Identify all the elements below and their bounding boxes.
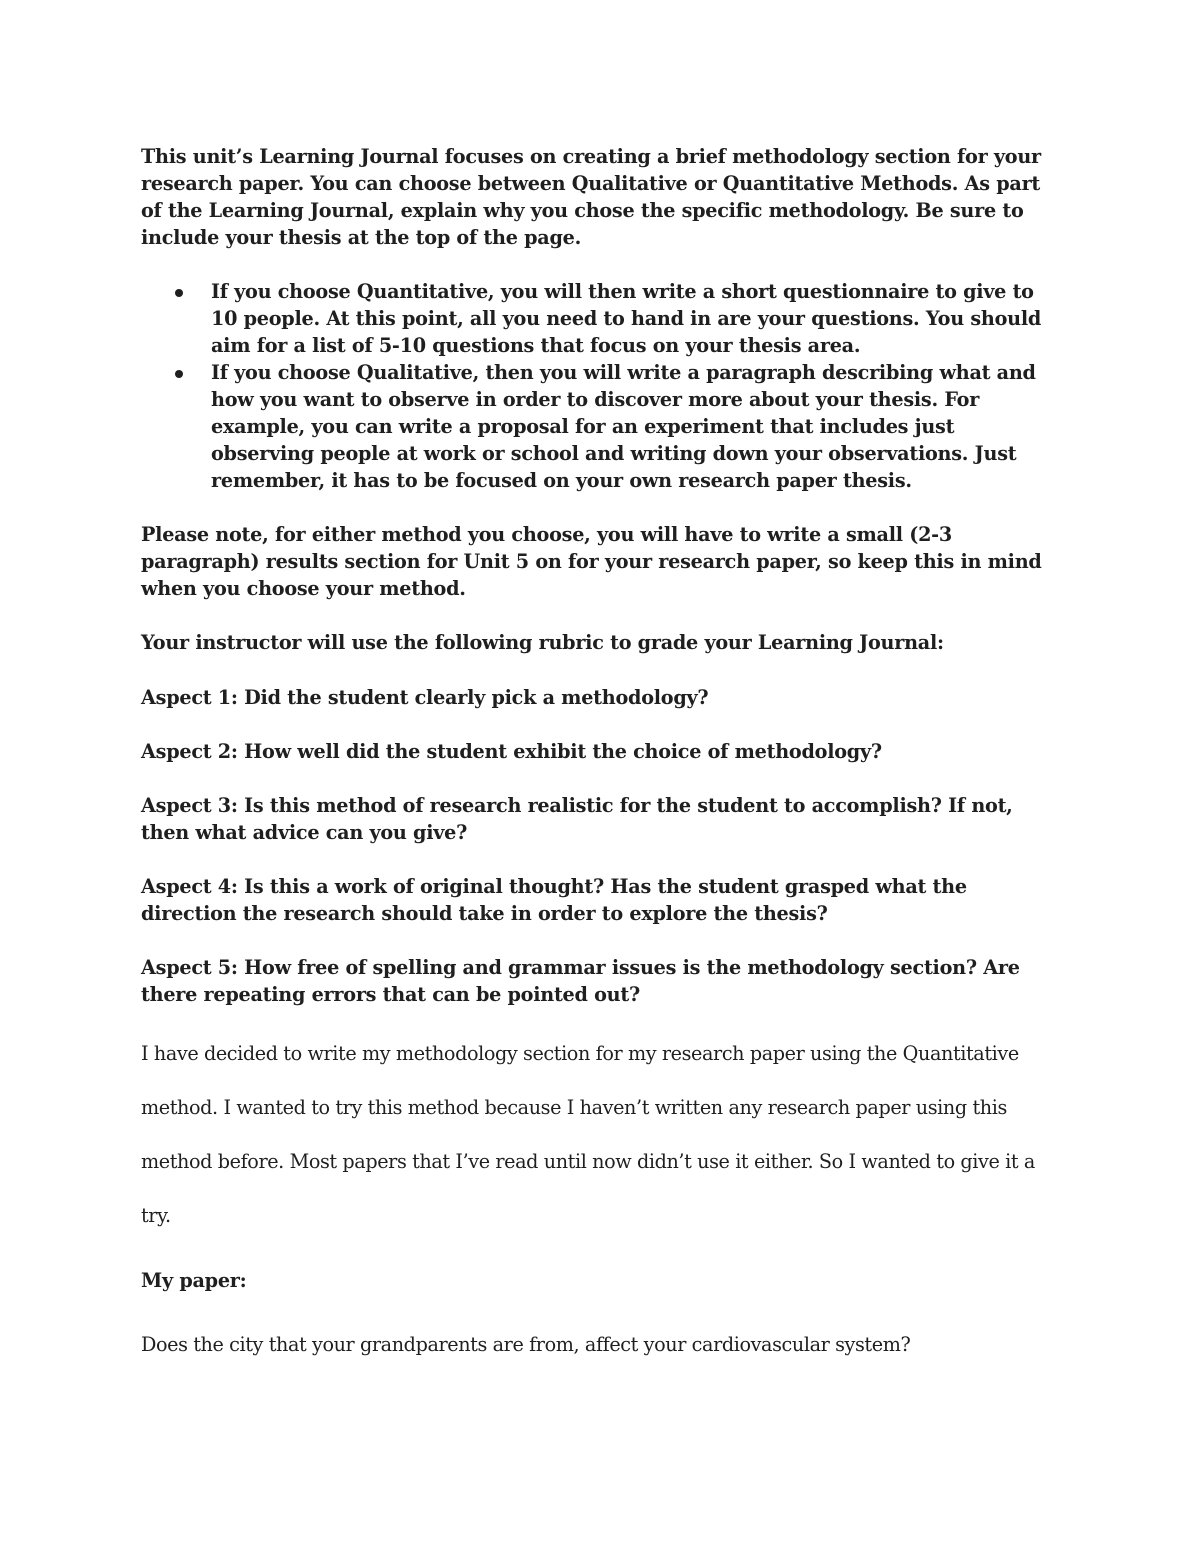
intro-paragraph: This unit’s Learning Journal focuses on creating a brief methodology section for your research paper. You can choose between Qualitative or Quantitative Methods. As part of the Learning Journal, explain why you chose the specific methodology. Be sure to include your thesis at the top of the page. xyxy=(141,145,1041,249)
rubric-aspect-2: Aspect 2: How well did the student exhibit the choice of methodology? xyxy=(141,740,882,763)
rubric-aspect-4: Aspect 4: Is this a work of original thought? Has the student grasped what the direction the research should take in order to explore the thesis? xyxy=(141,875,967,925)
rubric-aspect-3: Aspect 3: Is this method of research realistic for the student to accomplish? If not, then what advice can you give? xyxy=(141,794,1013,844)
list-item-text: If you choose Qualitative, then you will write a paragraph describing what and how you want to observe in order to discover more about your thesis. For example, you can write a proposal for an experiment that includes just observing people at work or school and writing down your observations. Just remember, it has to be focused on your own research paper thesis. xyxy=(211,361,1036,492)
assignment-instructions xyxy=(141,143,1060,1008)
student-answer-paragraph: I have decided to write my methodology section for my research paper using the Quantitative method. I wanted to try this method because I haven’t written any research paper using this method before. Most papers that I’ve read until now didn’t use it either. So I wanted to give it a try. xyxy=(141,1042,1035,1227)
list-item-qualitative xyxy=(211,359,1060,494)
rubric-aspect-5: Aspect 5: How free of spelling and grammar issues is the methodology section? Are there repeating errors that can be pointed out? xyxy=(141,956,1020,1006)
thesis-statement: Does the city that your grandparents are from, affect your cardiovascular system? xyxy=(141,1333,911,1356)
my-paper-label: My paper: xyxy=(141,1269,247,1292)
list-item-text: If you choose Quantitative, you will then write a short questionnaire to give to 10 people. At this point, all you need to hand in are your questions. You should aim for a list of 5-10 questions that focus on your thesis area. xyxy=(211,280,1042,357)
list-item-quantitative xyxy=(211,278,1060,359)
method-options-list xyxy=(141,278,1060,494)
rubric-intro: Your instructor will use the following rubric to grade your Learning Journal: xyxy=(141,631,944,654)
note-paragraph: Please note, for either method you choose, you will have to write a small (2-3 paragraph) results section for Unit 5 on for your research paper, so keep this in mind when you choose your method. xyxy=(141,523,1042,600)
bullet-icon xyxy=(175,289,183,297)
rubric-aspect-1: Aspect 1: Did the student clearly pick a methodology? xyxy=(141,686,709,709)
bullet-icon xyxy=(175,370,183,378)
